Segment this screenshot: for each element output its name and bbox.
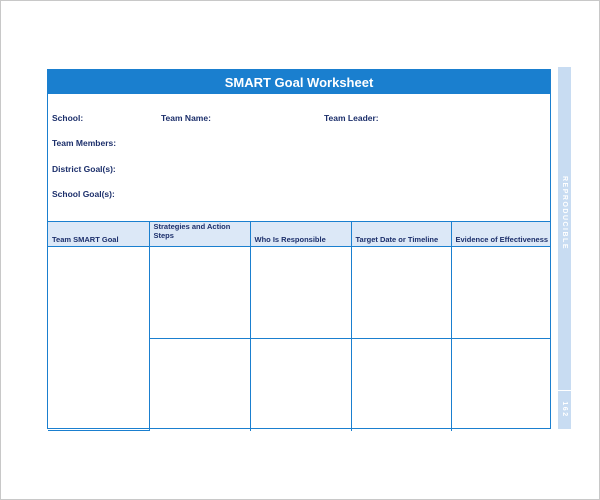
cell-evidence-1: [451, 247, 550, 339]
cell-evidence-2: [451, 339, 550, 431]
smart-goal-worksheet: [47, 69, 551, 429]
school-label: School:: [52, 113, 84, 123]
page-number: 162: [561, 401, 568, 418]
school-goals-label: School Goal(s):: [52, 189, 115, 199]
team-name-label: Team Name:: [161, 113, 211, 123]
cell-team-smart-goal: [48, 247, 149, 431]
reproducible-side-tab: [558, 67, 571, 429]
cell-who-responsible-2: [250, 339, 351, 431]
header-team-smart-goal: Team SMART Goal: [48, 222, 149, 247]
header-who-responsible: Who Is Responsible: [250, 222, 351, 247]
cell-target-date-1: [351, 247, 451, 339]
worksheet-title: SMART Goal Worksheet: [48, 70, 550, 94]
cell-strategies-2: [149, 339, 250, 431]
header-evidence: Evidence of Effectiveness: [451, 222, 550, 247]
table-header-row: [48, 222, 550, 247]
team-members-label: Team Members:: [52, 138, 117, 148]
side-tab-divider: [558, 390, 571, 391]
table-row: [48, 247, 550, 339]
cell-target-date-2: [351, 339, 451, 431]
district-goals-label: District Goal(s):: [52, 164, 116, 174]
team-leader-label: Team Leader:: [324, 113, 379, 123]
smart-goal-table: [48, 221, 550, 431]
cell-who-responsible-1: [250, 247, 351, 339]
reproducible-label: REPRODUCIBLE: [561, 176, 568, 251]
header-target-date: Target Date or Timeline: [351, 222, 451, 247]
header-strategies: Strategies and Action Steps: [149, 222, 250, 247]
cell-strategies-1: [149, 247, 250, 339]
